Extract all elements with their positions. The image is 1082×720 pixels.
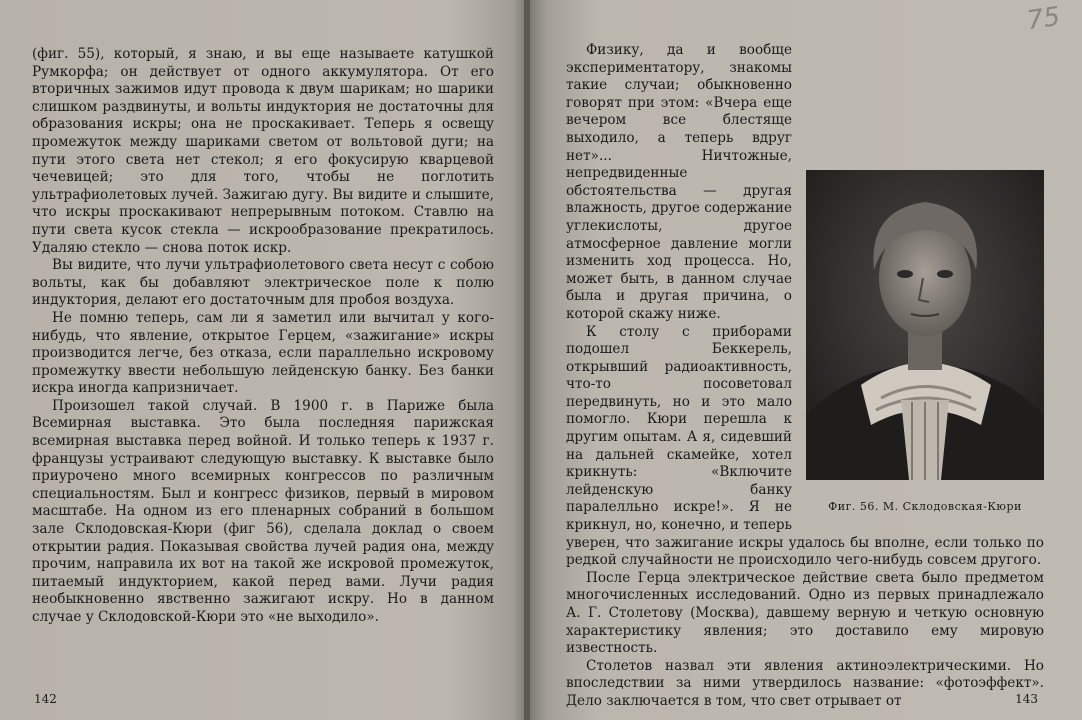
paragraph: К столу с приборами подошел Беккерель, открывший радиоактивность, что-то посоветовал передвинуть, но и это мало помогло. Кюри перешла к другим опытам. А я, сидевший на дальней скамейке, хотел крикнуть: «Включите лейденскую банку паралелльно искре!». Я не крикнул, но, конечно, и теперь уверен, что зажигание искры удалось бы вполне, если только по редкой случайности не происходило чего-нибудь совсем другого.	[566, 323, 1044, 569]
portrait-image	[806, 170, 1044, 480]
paragraph: Не помню теперь, сам ли я заметил или вычитал у кого-нибудь, что явление, открытое Герцем, «зажигание» искры производится легче, без отказа, если параллельно искровому промежутку ввести небольшую лейденскую банку. Без банки искра иногда капризничает.	[32, 309, 494, 397]
handwritten-number: 75	[1024, 1, 1062, 37]
figure	[806, 170, 1044, 514]
right-page	[530, 0, 1082, 720]
paragraph: После Герца электрическое действие света было предметом многочисленных исследований. Одно из первых принадлежало А. Г. Столетову (Москва), давшему верную и четкую основную характеристику явления; это доставило ему мировую известность.	[566, 569, 1044, 657]
right-page-text	[566, 42, 1044, 711]
paragraph: Столетов назвал эти явления актиноэлектрическими. Но впоследствии за ними утвердилось название: «фотоэффект». Дело заключается в том, что свет отрывает от	[566, 657, 1044, 709]
paragraph: Вы видите, что лучи ультрафиолетового света несут с собою вольты, как бы добавляют электрическое поле к полю индуктория, делают его достаточным для пробоя воздуха.	[32, 257, 494, 309]
left-page	[0, 0, 528, 720]
page-number-right: 143	[1015, 692, 1038, 706]
portrait-photo	[806, 170, 1044, 480]
paragraph: Произошел такой случай. В 1900 г. в Париже была Всемирная выставка. Это была последняя парижская всемирная выставка перед войной. И только теперь к 1937 г. французы устраивают следующую выставку. К выставке было приурочено много всемирных конгрессов по различным специальностям. Был и конгресс физиков, первый в мировом масштабе. На одном из его пленарных собраний в большом зале Склодовская-Кюри (фиг 56), сделала доклад о своем открытии радия. Показывая свойства лучей радия она, между прочим, направила их вот на такой же искровой промежуток, питаемый индукторием, какой перед вами. Лучи радия необыкновенно явственно зажигают искру. Но в данном случае у Склодовской-Кюри это «не выходило».	[32, 397, 494, 625]
paragraph: Физику, да и вообще экспериментатору, знакомы такие случаи; обыкновенно говорят при этом: «Вчера еще вечером все блестяще выходило, а теперь вдруг нет»... Ничтожные, непредвиденные обстоятельства — другая влажность, другое содержание углекислоты, другое атмосферное давление могли изменить ход процесса. Но, может быть, в данном случае была и другая причина, о которой скажу ниже.	[566, 42, 792, 322]
figure-caption: Фиг. 56. М. Склодовская-Кюри	[828, 500, 1022, 513]
left-page-text	[32, 46, 494, 627]
paragraph: (фиг. 55), который, я знаю, и вы еще называете катушкой Румкорфа; он действует от одного аккумулятора. От его вторичных зажимов идут провода к двум шарикам; но шарики слишком раздвинуты, и вольты индуктория не достаточны для образования искры; она не проскакивает. Теперь я освещу промежуток между шариками светом от вольтовой дуги; на пути этого света нет стекол; я его фокусирую кварцевой чечевицей; это для того, чтобы не поглотить ультрафиолетовых лучей. Зажигаю дугу. Вы видите и слышите, что искры проскакивают непрерывным потоком. Ставлю на пути света кусок стекла — искрообразование прекратилось. Удаляю стекло — снова поток искр.	[32, 46, 494, 256]
page-number-left: 142	[34, 692, 57, 706]
